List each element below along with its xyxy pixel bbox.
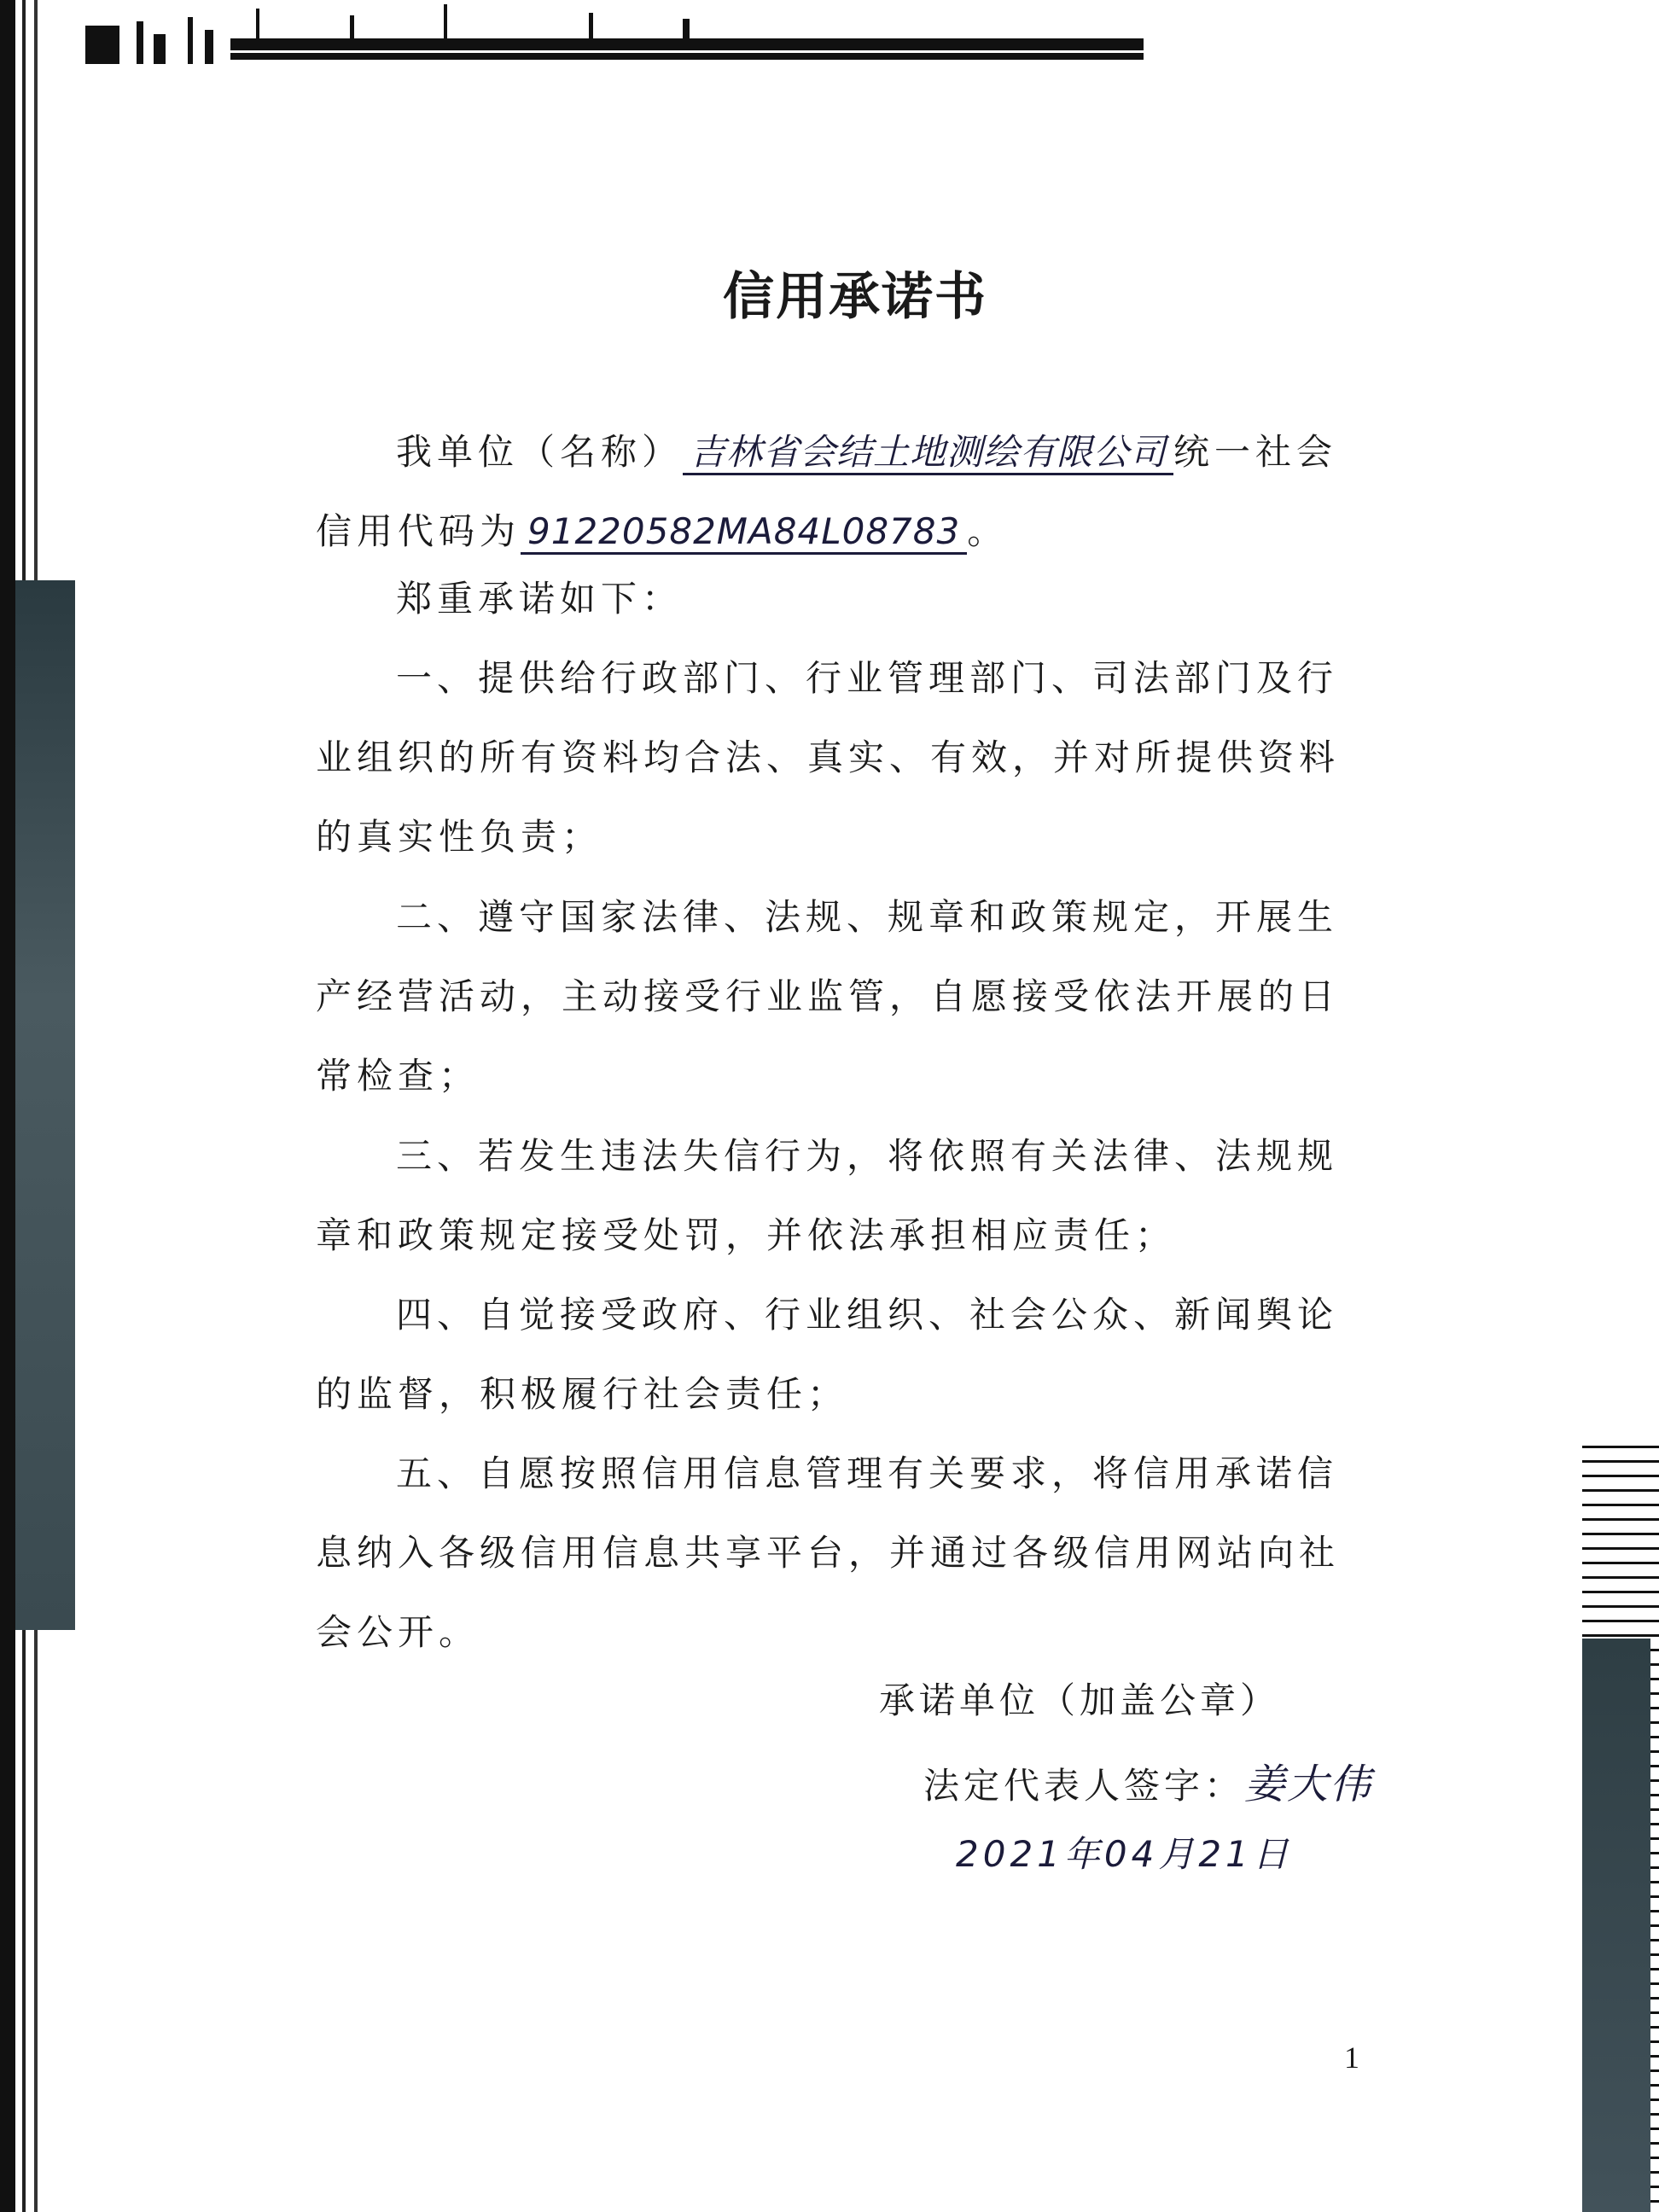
commitment-item-1: 一、提供给行政部门、行业管理部门、司法部门及行业组织的所有资料均合法、真实、有效，并对所提供资料的真实性负责； <box>316 657 1341 858</box>
lead-line: 郑重承诺如下： <box>396 578 684 620</box>
intro-paragraph <box>316 412 1365 571</box>
commitment-item-5: 五、自愿按照信用信息管理有关要求，将信用承诺信息纳入各级信用信息共享平台，并通过各级信用网站向社会公开。 <box>316 1452 1341 1653</box>
unit-seal-label: 承诺单位（加盖公章） <box>879 1679 1281 1721</box>
intro-mid: 统一社会信用代码为 <box>316 431 1338 552</box>
document-title: 信用承诺书 <box>723 267 987 327</box>
legal-rep-label: 法定代表人签字： <box>923 1765 1245 1807</box>
signature-date: 2021年04月21日 <box>956 1833 1293 1875</box>
intro-prefix: 我单位（名称） <box>396 431 684 473</box>
company-name-handwritten: 吉林省会结土地测绘有限公司 <box>683 431 1173 475</box>
legal-rep-signature: 姜大伟 <box>1244 1761 1373 1808</box>
scan-dark-band-left <box>15 580 75 1630</box>
intro-suffix: 。 <box>967 510 1009 552</box>
commitment-item-4: 四、自觉接受政府、行业组织、社会公众、新闻舆论的监督，积极履行社会责任； <box>316 1294 1339 1415</box>
scan-edge-artifact-left <box>0 0 85 2212</box>
legal-rep-line <box>923 1751 1372 1810</box>
commitment-item-2: 二、遵守国家法律、法规、规章和政策规定，开展生产经营活动，主动接受行业监管，自愿接受依法开展的日常检查； <box>316 896 1341 1097</box>
scan-dark-band-right <box>1582 1639 1650 2212</box>
commitment-item-3: 三、若发生违法失信行为，将依照有关法律、法规规章和政策规定接受处罚，并依法承担相应责任； <box>316 1135 1339 1256</box>
page-number: 1 <box>1344 2040 1359 2075</box>
credit-code-handwritten: 91220582MA84L08783 <box>521 510 967 555</box>
scan-edge-artifact-right <box>1582 1434 1659 2212</box>
scan-edge-artifact-top <box>85 0 1058 77</box>
